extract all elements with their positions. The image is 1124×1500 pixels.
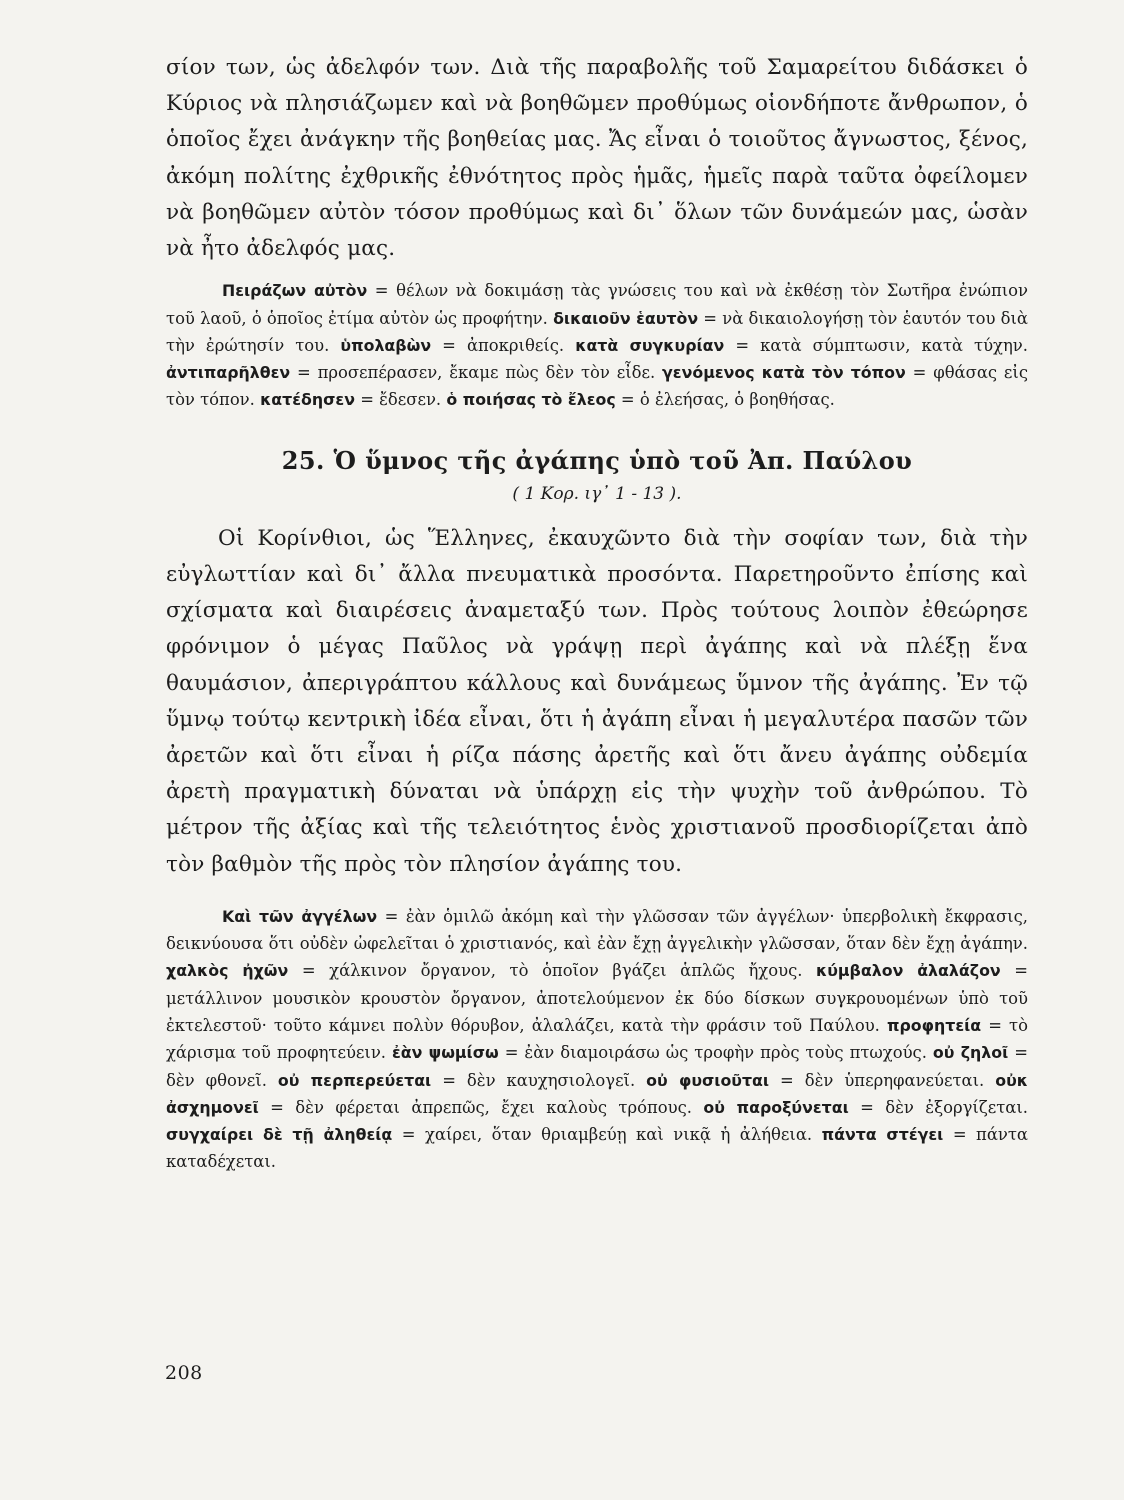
glossary-definition: = δὲν φέρεται ἀπρεπῶς, ἔχει καλοὺς τρόπους. <box>258 1097 704 1117</box>
glossary-term: ἐὰν ψωμίσω <box>391 1043 499 1063</box>
glossary-definition: = μετάλλινον μουσικὸν κρουστὸν ὄργανον, ἀποτελούμενον ἐκ δύο δίσκων συγκρουομένων ὑπὸ τοῦ ἐκτελεστοῦ· τοῦτο κάμνει πολὺν θόρυβον, ἀλαλάζει, κατὰ τὴν φράσιν τοῦ Παύλου. <box>166 961 1029 1035</box>
section-reference: ( 1 Κορ. ιγ᾽ 1 - 13 ). <box>512 483 682 504</box>
glossary-definition: = νὰ δικαιολογήσῃ τὸν ἑαυτόν του διὰ τὴν ἐρώτησίν του. <box>166 308 1029 355</box>
glossary-definition: = δὲν φθονεῖ. <box>166 1043 1028 1090</box>
glossary-term: οὐ περπερεύεται <box>277 1070 432 1090</box>
glossary-definition: = πάντα καταδέχεται. <box>166 1125 1028 1172</box>
glossary-notes-1 <box>166 277 1028 413</box>
glossary-definition: = ὁ ἐλεήσας, ὁ βοηθήσας. <box>615 390 835 410</box>
glossary-definition: = ἀποκριθείς. <box>431 335 576 355</box>
glossary-definition: = ἔδεσεν. <box>354 390 447 410</box>
glossary-definition: = τὸ χάρισμα τοῦ προφητεύειν. <box>166 1015 1028 1063</box>
glossary-term: γενόμενος κατὰ τὸν τόπον <box>662 363 906 383</box>
glossary-term: οὐκ ἀσχημονεῖ <box>166 1070 1028 1117</box>
glossary-definition: = προσεπέρασεν, ἔκαμε πὼς δὲν τὸν εἶδε. <box>290 363 663 383</box>
glossary-term: ὑπολαβὼν <box>340 335 432 355</box>
page-number: 208 <box>165 1362 203 1384</box>
glossary-term: προφητεία <box>886 1015 982 1035</box>
glossary-definition: = φθάσας εἰς τὸν τόπον. <box>166 363 1029 410</box>
glossary-term: οὐ ζηλοῖ <box>932 1043 1009 1063</box>
glossary-term: πάντα στέγει <box>821 1125 944 1145</box>
main-paragraph <box>166 521 1028 883</box>
document-page <box>166 50 1028 1470</box>
glossary-term: Καὶ τῶν ἀγγέλων <box>222 906 378 926</box>
glossary-definition: = χάλκινον ὄργανον, τὸ ὁποῖον βγάζει ἁπλῶς ἤχους. <box>288 961 817 981</box>
glossary-definition: = ἐὰν διαμοιράσω ὡς τροφὴν πρὸς τοὺς πτωχούς. <box>498 1043 933 1063</box>
glossary-term: ἀντιπαρῆλθεν <box>166 363 291 383</box>
glossary-definition: = χαίρει, ὅταν θριαμβεύῃ καὶ νικᾷ ἡ ἀλήθεια. <box>392 1125 822 1145</box>
glossary-definition: = ἐὰν ὁμιλῶ ἀκόμη καὶ τὴν γλῶσσαν τῶν ἀγγέλων· ὑπερβολικὴ ἔκφρασις, δεικνύουσα ὅτι οὐδὲν ὠφελεῖται ὁ χριστιανός, καὶ ἐὰν ἔχῃ ἀγγελικὴν γλῶσσαν, ὅταν δὲν ἔχῃ ἀγάπην. <box>166 906 1028 954</box>
glossary-term: συγχαίρει δὲ τῇ ἀληθείᾳ <box>166 1125 393 1145</box>
glossary-term: Πειράζων αὐτὸν <box>222 281 368 301</box>
glossary-notes-2 <box>166 903 1028 1176</box>
glossary-definition: = θέλων νὰ δοκιμάσῃ τὰς γνώσεις του καὶ νὰ ἐκθέσῃ τὸν Σωτῆρα ἐνώπιον τοῦ λαοῦ, ὁ ὁποῖος ἐτίμα αὐτὸν ὡς προφήτην. <box>166 281 1028 328</box>
glossary-term: χαλκὸς ἠχῶν <box>166 961 289 981</box>
glossary-definition: = κατὰ σύμπτωσιν, κατὰ τύχην. <box>724 335 1028 355</box>
glossary-definition: = δὲν ὑπερηφανεύεται. <box>769 1070 996 1090</box>
main-paragraph-text: Οἱ Κορίνθιοι, ὡς Ἕλληνες, ἐκαυχῶντο διὰ τὴν σοφίαν των, διὰ τὴν εὐγλωττίαν καὶ δι᾽ ἄλλα πνευματικὰ προσόντα. Παρετηροῦντο ἐπίσης καὶ σχίσματα καὶ διαιρέσεις ἀναμεταξύ των. Πρὸς τούτους λοιπὸν ἐθεώρησε φρόνιμον ὁ μέγας Παῦλος νὰ γράψῃ περὶ ἀγάπης καὶ νὰ πλέξῃ ἕνα θαυμάσιον, ἀπεριγράπτου κάλλους καὶ δυνάμεως ὕμνον τῆς ἀγάπης. Ἐν τῷ ὕμνῳ τούτῳ κεντρικὴ ἰδέα εἶναι, ὅτι ἡ ἀγάπη εἶναι ἡ μεγαλυτέρα πασῶν τῶν ἀρετῶν καὶ ὅτι εἶναι ἡ ρίζα πάσης ἀρετῆς καὶ ὅτι ἄνευ ἀγάπης οὐδεμία ἀρετὴ πραγματικὴ δύναται νὰ ὑπάρχῃ εἰς τὴν ψυχὴν τοῦ ἀνθρώπου. Τὸ μέτρον τῆς ἀξίας καὶ τῆς τελειότητος ἑνὸς χριστιανοῦ προσδιορίζεται ἀπὸ τὸν βαθμὸν τῆς πρὸς τὸν πλησίον ἀγάπης του. <box>166 525 1028 877</box>
section-title: 25. Ὁ ὕμνος τῆς ἀγάπης ὑπὸ τοῦ Ἀπ. Παύλου <box>281 445 913 475</box>
top-paragraph: σίον των, ὡς ἀδελφόν των. Διὰ τῆς παραβολῆς τοῦ Σαμαρείτου διδάσκει ὁ Κύριος νὰ πλησιάζωμεν καὶ νὰ βοηθῶμεν προθύμως οἱονδήποτε ἄνθρωπον, ὁ ὁποῖος ἔχει ἀνάγκην τῆς βοηθείας μας. Ἄς εἶναι ὁ τοιοῦτος ἄγνωστος, ξένος, ἀκόμη πολίτης ἐχθρικῆς ἐθνότητος πρὸς ἡμᾶς, ἡμεῖς παρὰ ταῦτα ὀφείλομεν νὰ βοηθῶμεν αὐτὸν τόσον προθύμως καὶ δι᾽ ὅλων τῶν δυνάμεών μας, ὡσὰν νὰ ἦτο ἀδελφός μας. <box>166 55 1028 262</box>
glossary-definition: = δὲν ἐξοργίζεται. <box>848 1097 1028 1117</box>
glossary-term: κατέδησεν <box>260 390 355 410</box>
glossary-term: οὐ παροξύνεται <box>703 1097 849 1117</box>
glossary-term: κύμβαλον ἀλαλάζον <box>816 961 1001 981</box>
glossary-term: κατὰ συγκυρίαν <box>575 335 725 355</box>
glossary-term: οὐ φυσιοῦται <box>646 1070 770 1090</box>
glossary-term: ὁ ποιήσας τὸ ἔλεος <box>446 390 616 410</box>
glossary-definition: = δὲν καυχησιολογεῖ. <box>431 1070 647 1090</box>
glossary-term: δικαιοῦν ἑαυτὸν <box>553 308 699 328</box>
